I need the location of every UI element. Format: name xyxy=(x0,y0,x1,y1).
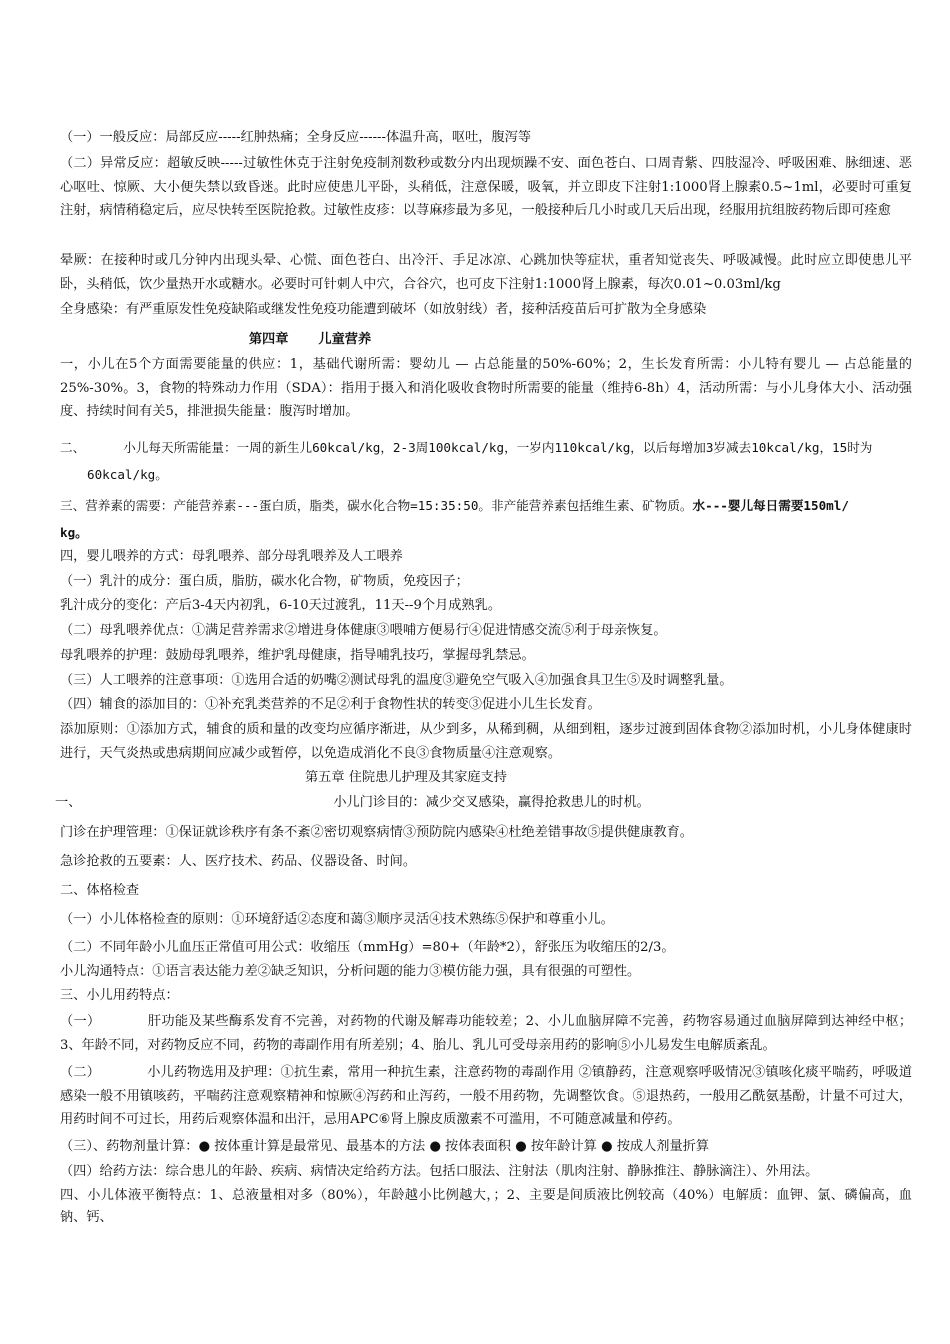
paragraph-administration: （四）给药方法：综合患儿的年龄、疾病、病情决定给药方法。包括口服法、注射法（肌肉注射、静脉推注、静脉滴注）、外用法。 xyxy=(60,1164,819,1179)
paragraph-adding-principles: 添加原则：①添加方式，辅食的质和量的改变均应循序渐进，从少到多，从稀到稠，从细到粗，逐步过渡到固体食物②添加时机，小儿身体健康时进行，天气炎热或患病期间应减少或暂停，以免造成消化不良③食物质量④注意观察。 xyxy=(60,722,912,761)
paragraph-formula-feeding: （三）人工喂养的注意事项：①选用合适的奶嘴②测试母乳的温度③避免空气吸入④加强食具卫生⑤及时调整乳量。 xyxy=(60,673,733,688)
paragraph-supplementary-food: （四）辅食的添加目的：①补充乳类营养的不足②利于食物性状的转变③促进小儿生长发育。 xyxy=(60,697,601,712)
paragraph-milk-composition: （一）乳汁的成分：蛋白质，脂肪，碳水化合物，矿物质，免疫因子； xyxy=(60,574,469,589)
paragraph-general-reaction: （一）一般反应：局部反应-----红肿热痛；全身反应------体温升高，呕吐，腹泻等 xyxy=(60,130,532,145)
chapter-5-title: 第五章 住院患儿护理及其家庭支持 xyxy=(304,770,507,785)
paragraph-energy-needs: 一，小儿在5个方面需要能量的供应：1，基础代谢所需：婴幼儿 — 占总能量的50%-60%；2，生长发育所需：小儿特有婴儿 — 占总能量的25%-30%。3，食物的特殊动力作用（SDA）：指用于摄入和消化吸收食物时所需要的能量（维持6-8h）4，活动所需：与小儿身体大小、活动强度、持续时间有关5，排泄损失能量：腹泻时增加。 xyxy=(60,357,912,419)
paragraph-physical-exam-heading: 二、体格检查 xyxy=(60,883,140,898)
paragraph-blood-pressure: （二）不同年龄小儿血压正常值可用公式：收缩压（mmHg）=80+（年龄*2），舒张压为收缩压的2/3。 xyxy=(60,940,675,955)
paragraph-breastfeeding-benefits: （二）母乳喂养优点：①满足营养需求②增进身体健康③喂哺方便易行④促进情感交流⑤利于母亲恢复。 xyxy=(60,623,667,638)
paragraph-feeding-methods: 四，婴儿喂养的方式：母乳喂养、部分母乳喂养及人工喂养 xyxy=(60,549,403,564)
paragraph-breastfeeding-care: 母乳喂养的护理：鼓励母乳喂养，维护乳母健康，指导哺乳技巧，掌握母乳禁忌。 xyxy=(60,648,535,663)
paragraph-clinic-purpose: 一、 小儿门诊目的：减少交叉感染，赢得抢救患儿的时机。 xyxy=(55,795,650,810)
paragraph-dosage-calc: （三）、药物剂量计算：● 按体重计算是最常见、最基本的方法 ● 按体表面积 ● 按年龄计算 ● 按成人剂量折算 xyxy=(60,1139,710,1154)
paragraph-medication-heading: 三、小儿用药特点： xyxy=(60,988,179,1003)
paragraph-nutrients: 三、营养素的需要：产能营养素---蛋白质，脂类，碳水化合物=15:35:50。非产能营养素包括维生素、矿物质。水---婴儿每日需要150ml/ xyxy=(60,498,849,513)
paragraph-daily-energy-cont: 60kcal/kg。 xyxy=(87,467,168,482)
paragraph-daily-energy: 二、 小儿每天所需能量：一周的新生儿60kcal/kg，2-3周100kcal/kg，一岁内110kcal/kg，以后每增加3岁减去10kcal/kg，15时为 xyxy=(60,440,873,455)
paragraph-syncope: 晕厥：在接种时或几分钟内出现头晕、心慌、面色苍白、出冷汗、手足冰凉、心跳加快等症状，重者知觉丧失、呼吸减慢。此时应立即使患儿平卧，头稍低，饮少量热开水或糖水。必要时可针刺人中穴，合谷穴，也可皮下注射1:1000肾上腺素，每次0.01~0.03ml/kg xyxy=(60,253,912,292)
paragraph-nutrients-cont: kg。 xyxy=(60,525,88,540)
paragraph-fluid-balance: 四、小儿体液平衡特点：1、总液量相对多（80%），年龄越小比例越大，；2、主要是间质液比例较高（40%）电解质：血钾、氯、磷偏高，血钠、钙、 xyxy=(60,1188,912,1225)
chapter-4-title: 第四章 儿童营养 xyxy=(248,332,372,347)
paragraph-communication: 小儿沟通特点：①语言表达能力差②缺乏知识，分析问题的能力③模仿能力强，具有很强的可塑性。 xyxy=(60,964,641,979)
paragraph-systemic-infection: 全身感染：有严重原发性免疫缺陷或继发性免疫功能遭到破坏（如放射线）者，接种活疫苗后可扩散为全身感染 xyxy=(60,302,707,317)
paragraph-medication-2: （二） 小儿药物选用及护理：①抗生素，常用一种抗生素，注意药物的毒副作用 ②镇静药，注意观察呼吸情况③镇咳化痰平喘药，呼吸道感染一般不用镇咳药，平喘药注意观察精神和惊厥④泻药和止泻药，一般不用药物，先调整饮食。⑤退热药，一般用乙酰氨基酚，计量不可过大，用药时间不可过长，用药后观察体温和出汗，忌用APC⑥肾上腺皮质激素不可滥用，不可随意减量和停药。 xyxy=(60,1065,913,1127)
paragraph-exam-principles: （一）小儿体格检查的原则：①环境舒适②态度和蔼③顺序灵活④技术熟练⑤保护和尊重小儿。 xyxy=(60,912,614,927)
paragraph-emergency-elements: 急诊抢救的五要素：人、医疗技术、药品、仪器设备、时间。 xyxy=(60,854,417,869)
paragraph-milk-changes: 乳汁成分的变化：产后3-4天内初乳，6-10天过渡乳，11天--9个月成熟乳。 xyxy=(60,598,502,613)
paragraph-clinic-management: 门诊在护理管理：①保证就诊秩序有条不紊②密切观察病情③预防院内感染④杜绝差错事故⑤提供健康教育。 xyxy=(60,825,693,840)
paragraph-abnormal-reaction: （二）异常反应：超敏反映-----过敏性休克于注射免疫制剂数秒或数分内出现烦躁不安、面色苍白、口周青紫、四肢湿冷、呼吸困难、脉细速、恶心呕吐、惊厥、大小便失禁以致昏迷。此时应使患儿平卧，头稍低，注意保暖，吸氧，并立即皮下注射1:1000肾上腺素0.5~1ml，必要时可重复注射，病情稍稳定后，应尽快转至医院抢救。过敏性皮疹：以荨麻疹最为多见，一般接种后几小时或几天后出现，经服用抗组胺药物后即可痊愈 xyxy=(60,156,912,218)
paragraph-medication-1: （一） 肝功能及某些酶系发育不完善，对药物的代谢及解毒功能较差；2、小儿血脑屏障不完善，药物容易通过血脑屏障到达神经中枢；3、年龄不同，对药物反应不同，药物的毒副作用有所差别；4、胎儿、乳儿可受母亲用药的影响⑤小儿易发生电解质紊乱。 xyxy=(60,1014,913,1053)
